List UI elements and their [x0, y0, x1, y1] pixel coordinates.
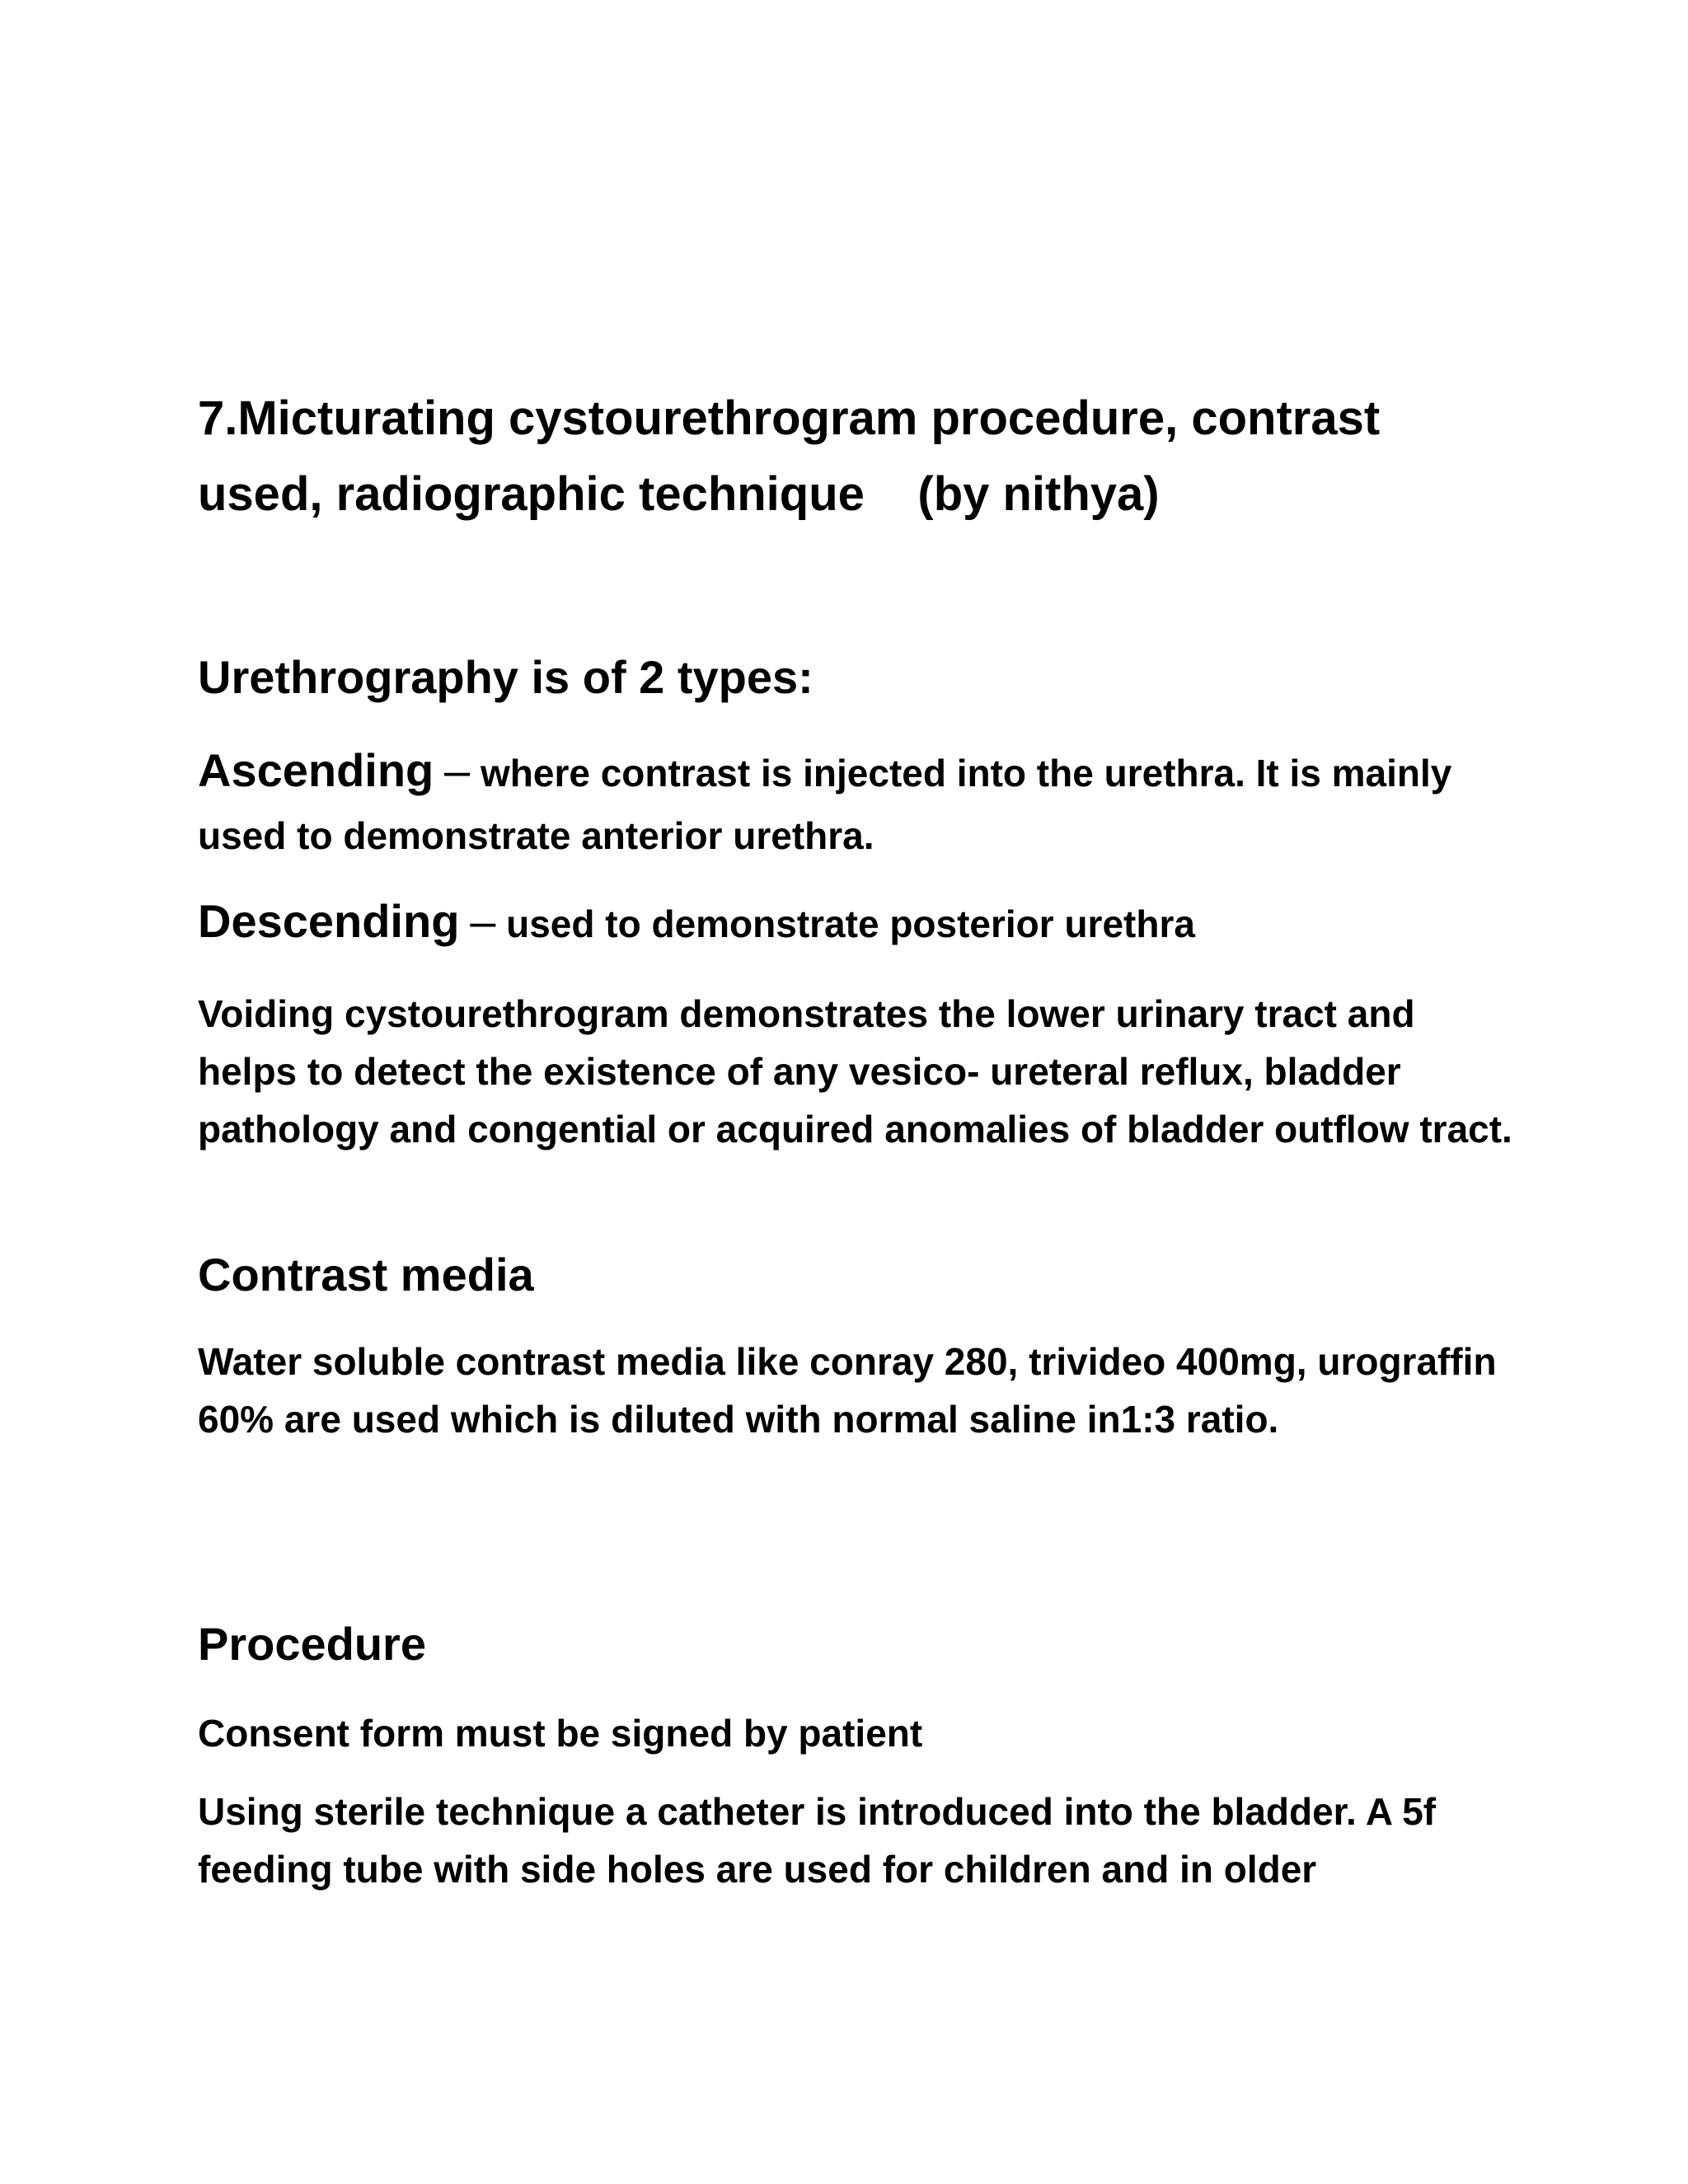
ascending-paragraph — [198, 739, 1517, 867]
ascending-term: Ascending — [198, 744, 434, 796]
descending-paragraph — [198, 890, 1517, 955]
ascending-dash: – — [444, 744, 471, 796]
title-main: 7.Micturating cystourethrogram procedure, contrast used, radiographic technique — [198, 391, 1381, 521]
contrast-paragraph: Water soluble contrast media like conray 280, trivideo 400mg, urograffin 60% are used which is diluted with normal saline in1:3 ratio. — [198, 1340, 1497, 1441]
ascending-text: where contrast is injected into the urethra. It is mainly used to demonstrate anterior urethra. — [198, 752, 1452, 857]
page-title — [198, 381, 1517, 532]
voiding-paragraph: Voiding cystourethrogram demonstrates the lower urinary tract and helps to detect the existence of any vesico- ureteral reflux, bladder pathology and congential or acquired anomalies of bladder outflow tract. — [198, 992, 1512, 1151]
urethrography-heading: Urethrography is of 2 types: — [198, 651, 814, 703]
contrast-heading: Contrast media — [198, 1249, 534, 1301]
descending-text: used to demonstrate posterior urethra — [506, 902, 1195, 945]
procedure-heading: Procedure — [198, 1618, 426, 1670]
descending-term: Descending — [198, 895, 460, 947]
catheter-paragraph: Using sterile technique a catheter is introduced into the bladder. A 5f feeding tube with side holes are used for children and in older — [198, 1790, 1437, 1891]
consent-line: Consent form must be signed by patient — [198, 1712, 923, 1755]
descending-dash: – — [470, 895, 496, 947]
title-author: (by nithya) — [917, 467, 1160, 521]
